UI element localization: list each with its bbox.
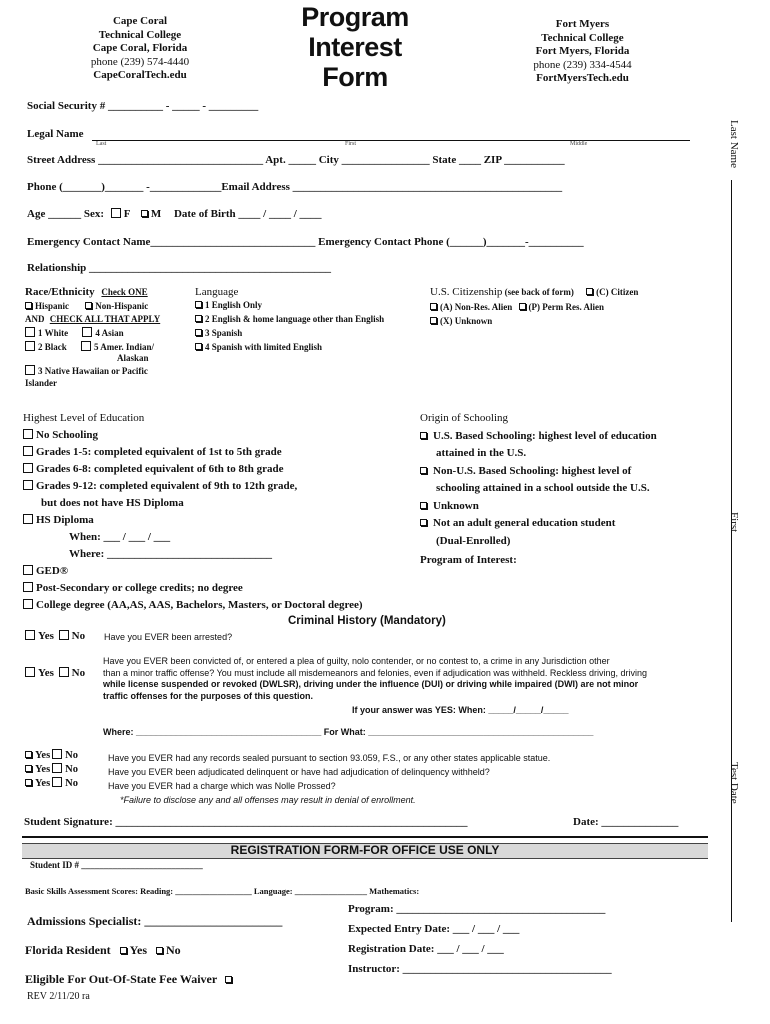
q2-line-4: traffic offenses for the purposes of this question.	[103, 690, 314, 701]
hispanic-checkbox[interactable]	[25, 302, 32, 309]
islander-label: Islander	[25, 378, 58, 388]
title-line-3: Form	[322, 62, 388, 92]
resident-no-label: No	[166, 943, 181, 957]
hispanic-label: Hispanic	[35, 301, 70, 311]
us-schooling-label: U.S. Based Schooling: highest level of education	[433, 429, 657, 442]
side-first: First	[728, 512, 740, 533]
student-id-field[interactable]: Student ID # ___________________________	[30, 860, 203, 870]
alaskan-label: Alaskan	[117, 353, 149, 363]
ged-checkbox[interactable]	[23, 565, 33, 575]
not-adult-checkbox[interactable]	[420, 519, 427, 526]
race-check-all: CHECK ALL THAT APPLY	[49, 314, 161, 324]
admissions-specialist-field[interactable]: Admissions Specialist: _______________________	[27, 914, 283, 928]
perm-res-alien-label: (P) Perm Res. Alien	[528, 302, 604, 312]
non-hispanic-checkbox[interactable]	[85, 302, 92, 309]
q4-text: Have you EVER been adjudicated delinquent or have had adjudication of delinquency withheld?	[108, 767, 490, 777]
grades-9-12-label-cont: but does not have HS Diploma	[41, 497, 184, 509]
q1-no-label: No	[71, 630, 86, 642]
ssn-field[interactable]: Social Security # __________ - _____ - _________	[27, 100, 259, 112]
q3-text: Have you EVER had any records sealed pursuant to section 93.059, F.S., or any other states applicable statue.	[108, 753, 551, 763]
perm-res-alien-checkbox[interactable]	[519, 303, 526, 310]
post-secondary-checkbox[interactable]	[23, 582, 33, 592]
q4-yes-checkbox[interactable]	[25, 765, 32, 772]
q1-yes-checkbox[interactable]	[25, 630, 35, 640]
title-line-1: Program	[301, 2, 409, 32]
college-degree-label: College degree (AA,AS, AAS, Bachelors, Masters, or Doctoral degree)	[36, 599, 363, 611]
citizenship-section	[430, 286, 638, 326]
florida-resident-row	[25, 943, 181, 958]
criminal-history-heading: Criminal History (Mandatory)	[288, 615, 446, 627]
q1-text: Have you EVER been arrested?	[104, 632, 233, 642]
phone-email-row[interactable]: Phone (_______)_______ -_____________Email Address _________________________________________________	[27, 181, 563, 193]
q5-yes-checkbox[interactable]	[25, 779, 32, 786]
right-campus-city: Fort Myers, Florida	[535, 45, 630, 57]
q2-answer	[25, 667, 85, 679]
legal-name-first-caption: First	[345, 141, 357, 147]
amer-indian-checkbox[interactable]	[81, 341, 91, 351]
failure-note: *Failure to disclose any and all offenses may result in denial of enrollment.	[120, 795, 416, 805]
q1-no-checkbox[interactable]	[59, 630, 69, 640]
citizen-label: (C) Citizen	[596, 287, 639, 297]
citizen-checkbox[interactable]	[586, 288, 593, 295]
english-only-checkbox[interactable]	[195, 301, 202, 308]
not-adult-label: Not an adult general education student	[433, 517, 616, 529]
language-item-3: 3 Spanish	[205, 328, 243, 338]
hawaiian-checkbox[interactable]	[25, 365, 35, 375]
origin-section	[420, 410, 657, 570]
left-campus-web: CapeCoralTech.edu	[93, 69, 187, 81]
race-heading: Race/Ethnicity	[25, 286, 95, 298]
program-field[interactable]: Program: ______________________________________	[348, 903, 606, 915]
if-yes-when-field[interactable]: If your answer was YES: When: _____/_____/_____	[352, 705, 569, 715]
age-sex-row	[27, 208, 322, 220]
hawaiian-label: 3 Native Hawaiian or Pacific	[38, 366, 148, 376]
fee-waiver-row	[25, 972, 235, 987]
no-schooling-label: No Schooling	[36, 429, 99, 441]
q3-no-checkbox[interactable]	[52, 749, 62, 759]
signature-date-field[interactable]: Date: ______________	[573, 816, 679, 828]
origin-unknown-label: Unknown	[433, 499, 479, 512]
grades-9-12-label: Grades 9-12: completed equivalent of 9th to 12th grade,	[36, 480, 298, 492]
sex-m-checkbox[interactable]	[141, 210, 148, 217]
resident-no-checkbox[interactable]	[156, 947, 163, 954]
white-checkbox[interactable]	[25, 327, 35, 337]
no-schooling-checkbox[interactable]	[23, 429, 33, 439]
post-secondary-label: Post-Secondary or college credits; no degree	[36, 582, 243, 594]
non-us-schooling-label: Non-U.S. Based Schooling: highest level of	[433, 464, 632, 477]
side-rule	[731, 180, 732, 922]
student-signature-field[interactable]: Student Signature: ________________________________________________________________	[24, 816, 468, 828]
race-check-one: Check ONE	[101, 287, 148, 297]
q1-answer	[25, 630, 85, 642]
right-campus-block	[515, 18, 650, 86]
black-checkbox[interactable]	[25, 341, 35, 351]
race-section	[25, 286, 160, 388]
q3-yes-checkbox[interactable]	[25, 751, 32, 758]
non-us-schooling-checkbox[interactable]	[420, 467, 427, 474]
resident-yes-label: Yes	[129, 943, 148, 957]
english-home-language-checkbox[interactable]	[195, 315, 202, 322]
grades-9-12-checkbox[interactable]	[23, 480, 33, 490]
right-campus-name2: Technical College	[541, 31, 624, 44]
q5-text: Have you EVER had a charge which was Nolle Prossed?	[108, 781, 336, 791]
education-heading: Highest Level of Education	[23, 412, 145, 424]
grades-1-5-checkbox[interactable]	[23, 446, 33, 456]
side-test-date: Test Date	[728, 762, 740, 804]
q5-no-label: No	[65, 778, 79, 789]
hs-diploma-checkbox[interactable]	[23, 514, 33, 524]
citizenship-unknown-label: (X) Unknown	[440, 316, 493, 326]
citizenship-note: (see back of form)	[504, 287, 574, 297]
left-campus-name2: Technical College	[98, 28, 182, 41]
q2-line-2: than a minor traffic offense? You must include all misdemeanors and felonies, even if adjudication was withheld. Reckless driving, driving	[103, 667, 647, 678]
grades-6-8-checkbox[interactable]	[23, 463, 33, 473]
left-campus-block	[80, 15, 200, 83]
black-label: 2 Black	[38, 342, 67, 352]
revision-note: REV 2/11/20 ra	[27, 991, 90, 1002]
language-item-1: 1 English Only	[205, 300, 263, 310]
legal-name-middle-caption: Middle	[570, 141, 588, 147]
q5-no-checkbox[interactable]	[52, 777, 62, 787]
form-title	[290, 2, 420, 92]
office-use-bar	[22, 843, 708, 859]
q4-yes-label: Yes	[35, 764, 51, 775]
non-hispanic-label: Non-Hispanic	[95, 301, 149, 311]
us-schooling-label-cont: attained in the U.S.	[436, 447, 527, 459]
emergency-contact-row[interactable]: Emergency Contact Name______________________________ Emergency Contact Phone (______)_______-__________	[27, 236, 584, 248]
hs-diploma-label: HS Diploma	[36, 514, 94, 526]
instructor-field[interactable]: Instructor: ______________________________________	[348, 963, 612, 975]
q4-no-label: No	[65, 764, 79, 775]
program-of-interest-label: Program of Interest:	[420, 554, 517, 566]
q2-text	[103, 656, 647, 702]
florida-resident-label: Florida Resident	[25, 943, 111, 957]
dual-enrolled-label: (Dual-Enrolled)	[436, 534, 511, 547]
grades-6-8-label: Grades 6-8: completed equivalent of 6th to 8th grade	[36, 463, 284, 475]
street-address-row[interactable]: Street Address ______________________________ Apt. _____ City ________________ State ____ ZIP ___________	[27, 154, 565, 166]
left-campus-phone: phone (239) 574-4440	[90, 55, 190, 68]
sex-m-label: M	[150, 208, 162, 220]
q3-yes-label: Yes	[35, 750, 51, 761]
college-degree-checkbox[interactable]	[23, 599, 33, 609]
signature-divider	[22, 836, 708, 838]
q3-q5-text	[108, 751, 550, 807]
ged-label: GED®	[36, 565, 69, 577]
fee-waiver-label: Eligible For Out-Of-State Fee Waiver	[25, 972, 217, 986]
side-last-name: Last Name	[728, 120, 740, 168]
asian-label: 4 Asian	[95, 328, 124, 338]
legal-name-label: Legal Name	[27, 128, 84, 140]
asian-checkbox[interactable]	[82, 327, 92, 337]
q2-line-3: while license suspended or revoked (DWLSR), driving under the influence (DUI) or driving while impaired (DWI) are not minor	[103, 679, 639, 689]
q3-q5-answers	[25, 749, 78, 791]
citizenship-unknown-checkbox[interactable]	[430, 317, 437, 324]
resident-yes-checkbox[interactable]	[120, 947, 127, 954]
citizenship-heading: U.S. Citizenship	[430, 286, 503, 298]
spanish-limited-english-checkbox[interactable]	[195, 343, 202, 350]
fee-waiver-checkbox[interactable]	[225, 976, 232, 983]
relationship-row[interactable]: Relationship ____________________________________________	[27, 262, 332, 274]
language-item-2: 2 English & home language other than English	[205, 314, 385, 324]
hs-where-field[interactable]: Where: ______________________________	[69, 548, 272, 560]
left-campus-city: Cape Coral, Florida	[92, 42, 188, 54]
registration-date-field[interactable]: Registration Date: ___ / ___ / ___	[348, 943, 504, 955]
amer-indian-label: 5 Amer. Indian/	[94, 342, 154, 352]
non-res-alien-label: (A) Non-Res. Alien	[440, 302, 513, 312]
language-item-4: 4 Spanish with limited English	[205, 342, 323, 352]
right-campus-phone: phone (239) 334-4544	[533, 58, 632, 71]
origin-unknown-checkbox[interactable]	[420, 502, 427, 509]
spanish-checkbox[interactable]	[195, 329, 202, 336]
q2-yes-checkbox[interactable]	[25, 667, 35, 677]
q4-no-checkbox[interactable]	[52, 763, 62, 773]
q2-no-checkbox[interactable]	[59, 667, 69, 677]
origin-heading: Origin of Schooling	[420, 412, 508, 424]
right-campus-name: Fort Myers	[555, 18, 610, 30]
where-for-what-field[interactable]: Where: _____________________________________ For What: _____________________________________________	[103, 727, 594, 737]
non-us-schooling-label-cont: schooling attained in a school outside the U.S.	[436, 482, 650, 494]
sex-f-label: F	[123, 208, 131, 220]
language-section	[195, 286, 384, 352]
race-and: AND	[25, 314, 45, 324]
language-heading: Language	[195, 286, 239, 298]
q3-no-label: No	[65, 750, 79, 761]
grades-1-5-label: Grades 1-5: completed equivalent of 1st to 5th grade	[36, 446, 282, 458]
office-use-heading: REGISTRATION FORM-FOR OFFICE USE ONLY	[230, 843, 500, 857]
basic-skills-scores-row[interactable]: Basic Skills Assessment Scores: Reading: __________________ Language: _________________ Mathematics:	[25, 886, 420, 896]
white-label: 1 White	[38, 328, 69, 338]
hs-when-field[interactable]: When: ___ / ___ / ___	[69, 531, 171, 543]
education-section	[23, 410, 363, 614]
legal-name-last-caption: Last	[96, 141, 107, 147]
non-res-alien-checkbox[interactable]	[430, 303, 437, 310]
us-schooling-checkbox[interactable]	[420, 432, 427, 439]
sex-f-checkbox[interactable]	[111, 208, 121, 218]
q2-no-label: No	[71, 667, 86, 679]
q1-yes-label: Yes	[38, 630, 54, 642]
expected-entry-date-field[interactable]: Expected Entry Date: ___ / ___ / ___	[348, 923, 520, 935]
left-campus-name: Cape Coral	[112, 15, 168, 27]
q2-line-1: Have you EVER been convicted of, or entered a plea of guilty, nolo contender, or no contest to, a crime in any Jurisdiction other	[103, 656, 610, 666]
right-campus-web: FortMyersTech.edu	[536, 72, 629, 84]
legal-name-field[interactable]	[92, 140, 690, 141]
age-sex-label: Age ______ Sex:	[27, 208, 104, 220]
q5-yes-label: Yes	[35, 778, 51, 789]
title-line-2: Interest	[308, 32, 402, 62]
q2-yes-label: Yes	[38, 667, 54, 679]
dob-field[interactable]: Date of Birth ____ / ____ / ____	[173, 208, 322, 220]
